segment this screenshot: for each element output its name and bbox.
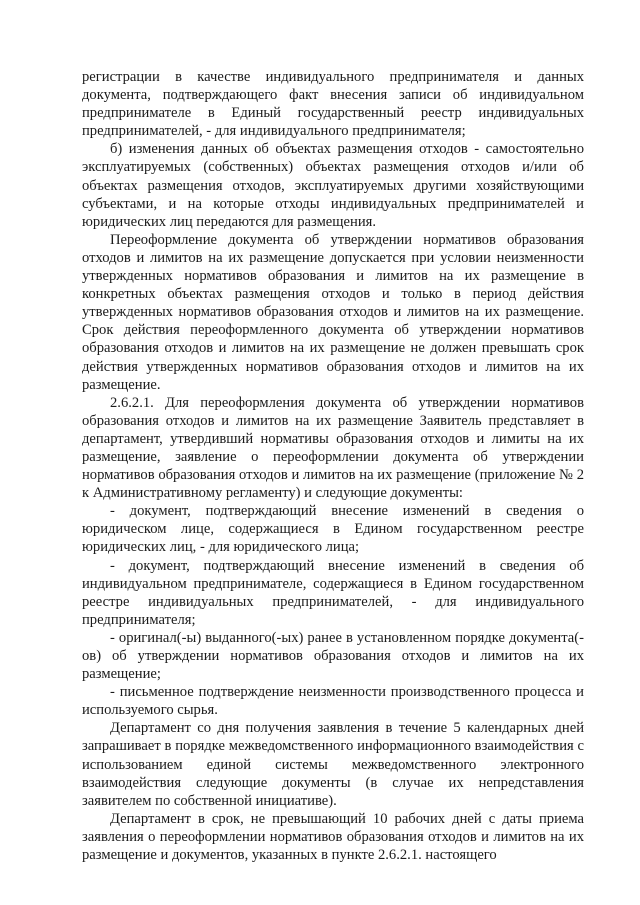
list-item-legal-entity-document: - документ, подтверждающий внесение изменений в сведения о юридическом лице, содержащиеся в Едином государственном реестре юридических лиц, - для юридического лица; xyxy=(82,503,584,556)
paragraph-department-deadline: Департамент в срок, не превышающий 10 рабочих дней с даты приема заявления о переоформлении нормативов образования отходов и лимитов на их размещение и документов, указанных в пункте 2.6.2.1. настоящего xyxy=(82,810,584,864)
list-item-written-confirmation: - письменное подтверждение неизменности производственного процесса и используемого сырья. xyxy=(82,684,584,719)
paragraph-2-6-2-1: 2.6.2.1. Для переоформления документа об утверждении нормативов образования отходов и лимитов на их размещение Заявитель представляет в департамент, утвердивший нормативы образования отходов и лимиты на их размещение, заявление о переоформлении документа об утверждении нормативов образования отходов и лимитов на их размещение (приложение № 2 к Административному регламенту) и следующие документы: xyxy=(82,394,584,502)
list-item-entrepreneur-document: - документ, подтверждающий внесение изменений в сведения об индивидуальном предпринимателе, содержащиеся в Едином государственном реестре индивидуальных предпринимателей, - для индивидуального предпринимателя; xyxy=(82,557,584,628)
list-item-original-documents: - оригинал(-ы) выданного(-ых) ранее в установленном порядке документа(-ов) об утверждении нормативов образования отходов и лимитов на их размещение; xyxy=(82,629,584,683)
document-body xyxy=(82,68,584,864)
paragraph-item-b: б) изменения данных об объектах размещения отходов - самостоятельно эксплуатируемых (собственных) объектах размещения отходов и/или об объектах размещения отходов, эксплуатируемых другими хозяйствующими субъектами, и на которые отходы индивидуальных предпринимателей и юридических лиц передаются для размещения. xyxy=(82,141,584,230)
paragraph-reissue-conditions: Переоформление документа об утверждении нормативов образования отходов и лимитов на их размещение допускается при условии неизменности утвержденных нормативов образования и лимитов на их размещение в конкретных объектах размещения отходов и только в период действия утвержденных нормативов образования отходов и лимитов на их размещение. Срок действия переоформленного документа об утверждении нормативов образования отходов и лимитов на их размещение не должен превышать срок действия утвержденных нормативов образования отходов и лимитов на их размещение. xyxy=(82,231,584,393)
paragraph-registration-continuation: регистрации в качестве индивидуального предпринимателя и данных документа, подтверждающего факт внесения записи об индивидуальном предпринимателе в Единый государственный реестр индивидуальных предпринимателей, - для индивидуального предпринимателя; xyxy=(82,69,584,140)
paragraph-department-request: Департамент со дня получения заявления в течение 5 календарных дней запрашивает в порядке межведомственного информационного взаимодействия с использованием единой системы межведомственного электронного взаимодействия следующие документы (в случае их непредставления заявителем по собственной инициативе). xyxy=(82,720,584,809)
